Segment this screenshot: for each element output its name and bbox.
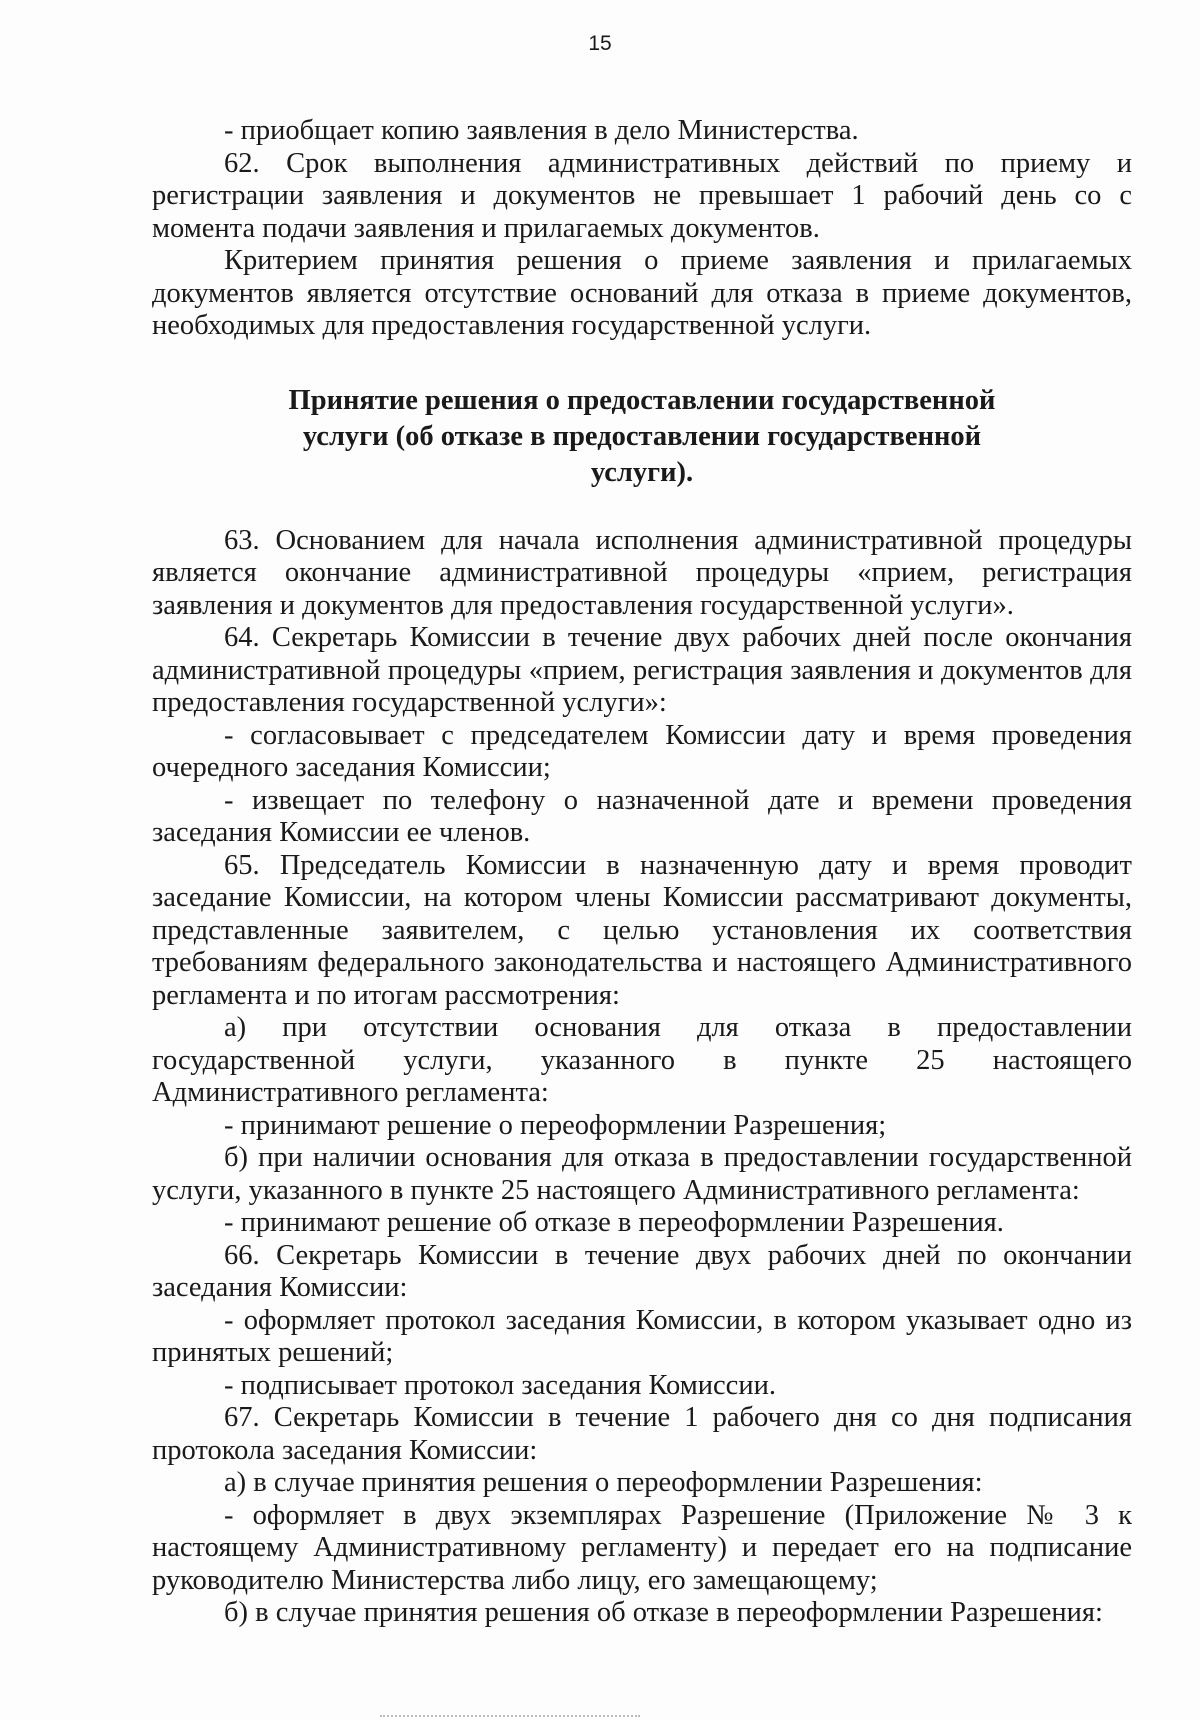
document-body xyxy=(152,115,1132,1630)
paragraph: - оформляет в двух экземплярах Разрешение (Приложение № 3 к настоящему Административному регламенту) и передает его на подписание руководителю Министерства либо лицу, его замещающему; xyxy=(152,1499,1132,1596)
paragraph: б) при наличии основания для отказа в предоставлении государственной услуги, указанного в пункте 25 настоящего Административного регламента: xyxy=(152,1142,1132,1206)
paragraph: а) в случае принятия решения о переоформлении Разрешения: xyxy=(224,1467,983,1498)
paragraph: 63. Основанием для начала исполнения административной процедуры является окончание административной процедуры «прием, регистрация заявления и документов для предоставления государственной услуги». xyxy=(152,524,1132,621)
paragraph: 67. Секретарь Комиссии в течение 1 рабочего дня со дня подписания протокола заседания Комиссии: xyxy=(152,1402,1132,1466)
paragraph: Критерием принятия решения о приеме заявления и прилагаемых документов является отсутствие оснований для отказа в приеме документов, необходимых для предоставления государственной услуги. xyxy=(152,245,1132,341)
page-number: 15 xyxy=(588,32,612,55)
paragraph: - приобщает копию заявления в дело Министерства. xyxy=(224,115,859,146)
paragraph: - подписывает протокол заседания Комиссии. xyxy=(224,1369,776,1401)
paragraph: - оформляет протокол заседания Комиссии, в котором указывает одно из принятых решений; xyxy=(152,1304,1132,1368)
paragraph: 62. Срок выполнения административных действий по приему и регистрации заявления и документов не превышает 1 рабочий день со с момента подачи заявления и прилагаемых документов. xyxy=(152,147,1132,244)
section-heading: Принятие решения о предоставлении государственной услуги (об отказе в предоставлении государственной услуги). xyxy=(288,384,996,488)
paragraph: 66. Секретарь Комиссии в течение двух рабочих дней по окончании заседания Комиссии: xyxy=(152,1239,1132,1303)
paragraph: 64. Секретарь Комиссии в течение двух рабочих дней после окончания административной процедуры «прием, регистрация заявления и документов для предоставления государственной услуги»: xyxy=(152,622,1132,718)
paragraph: - согласовывает с председателем Комиссии дату и время проведения очередного заседания Комиссии; xyxy=(152,719,1132,783)
scan-artifact xyxy=(380,1715,640,1720)
paragraph: - принимают решение об отказе в переоформлении Разрешения. xyxy=(224,1207,1004,1238)
paragraph: 65. Председатель Комиссии в назначенную дату и время проводит заседание Комиссии, на котором члены Комиссии рассматривают документы, представленные заявителем, с целью установления их соответствия требованиям федерального законодательства и настоящего Административного регламента и по итогам рассмотрения: xyxy=(152,849,1132,1011)
paragraph: - извещает по телефону о назначенной дате и времени проведения заседания Комиссии ее членов. xyxy=(152,784,1132,848)
paragraph: а) при отсутствии основания для отказа в предоставлении государственной услуги, указанного в пункте 25 настоящего Административного регламента: xyxy=(152,1012,1132,1108)
paragraph: б) в случае принятия решения об отказе в переоформлении Разрешения: xyxy=(224,1597,1103,1628)
paragraph: - принимают решение о переоформлении Разрешения; xyxy=(224,1109,887,1141)
